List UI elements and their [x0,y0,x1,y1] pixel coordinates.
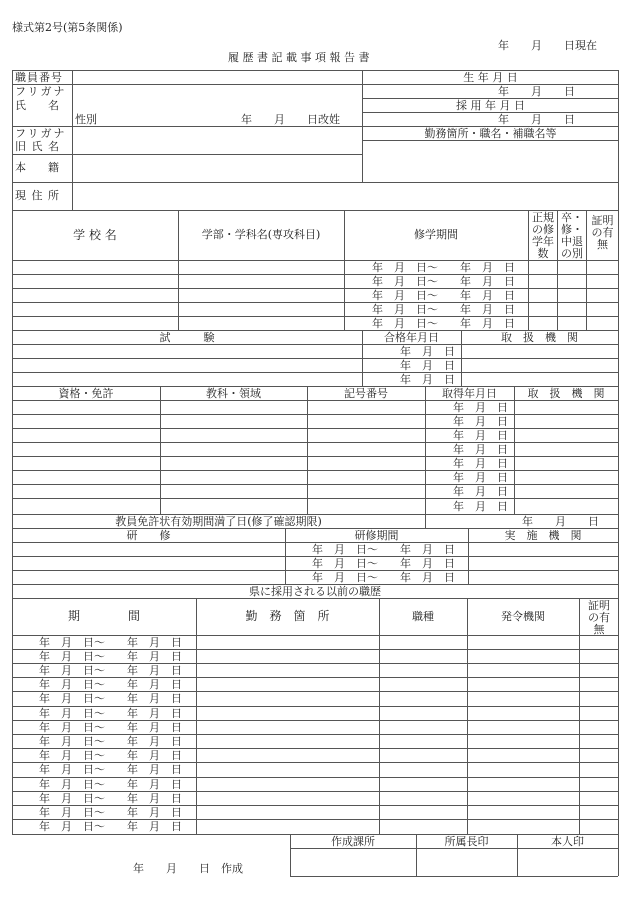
license-date[interactable]: 年 月 日 [453,457,508,470]
exam-authority-header: 取 扱 機 関 [501,330,578,344]
career-period[interactable]: 年 月 日〜 年 月 日 [39,749,182,762]
license-date[interactable]: 年 月 日 [453,443,508,456]
career-period[interactable]: 年 月 日〜 年 月 日 [39,664,182,677]
license-date[interactable]: 年 月 日 [453,415,508,428]
furigana-label: フリガナ [15,85,67,98]
exam-pass-date[interactable]: 年 月 日 [400,345,455,358]
career-period[interactable]: 年 月 日〜 年 月 日 [39,707,182,720]
education-period[interactable]: 年 月 日〜 年 月 日 [372,275,515,288]
prior-career-title: 県に採用される以前の職歴 [249,584,381,598]
period-header: 修学期間 [414,228,458,242]
exam-pass-date[interactable]: 年 月 日 [400,373,455,386]
career-period[interactable]: 年 月 日〜 年 月 日 [39,735,182,748]
gender-label: 性別 [75,113,97,126]
faculty-header: 学部・学科名(専攻科目) [201,228,321,242]
exam-pass-date[interactable]: 年 月 日 [400,359,455,372]
license-expiry-date[interactable]: 年 月 日 [522,515,599,528]
old-name-label: 旧 氏 名 [15,140,60,153]
birth-date-value[interactable]: 年 月 日 [498,85,575,98]
birth-date-label: 生 年 月 日 [463,70,518,84]
career-period[interactable]: 年 月 日〜 年 月 日 [39,792,182,805]
name-field[interactable] [73,85,361,111]
education-period[interactable]: 年 月 日〜 年 月 日 [372,289,515,302]
old-name-field[interactable] [73,127,361,154]
career-job-type-header: 職種 [412,609,434,623]
career-period[interactable]: 年 月 日〜 年 月 日 [39,806,182,819]
certificate-header: 証明 の有 無 [591,214,614,251]
pass-date-header: 合格年月日 [384,330,439,344]
workplace-field[interactable] [363,141,618,182]
training-period[interactable]: 年 月 日〜 年 月 日 [312,557,455,570]
dept-label: 作成課所 [331,834,375,848]
career-period-header: 期 間 [67,609,140,624]
old-furigana-label: フリガナ [15,127,67,140]
license-date[interactable]: 年 月 日 [453,500,508,513]
hire-date-label: 採 用 年 月 日 [456,98,525,112]
education-period[interactable]: 年 月 日〜 年 月 日 [372,261,515,274]
career-period[interactable]: 年 月 日〜 年 月 日 [39,692,182,705]
manager-seal-label: 所属長印 [444,834,489,848]
training-period[interactable]: 年 月 日〜 年 月 日 [312,571,455,584]
address-label: 現 住 所 [15,189,60,202]
license-date[interactable]: 年 月 日 [453,471,508,484]
training-period[interactable]: 年 月 日〜 年 月 日 [312,543,455,556]
address-field[interactable] [73,183,617,210]
career-period[interactable]: 年 月 日〜 年 月 日 [39,678,182,691]
self-seal-label: 本人印 [551,834,584,848]
subject-header: 教科・領域 [206,386,261,400]
career-certificate-header: 証明 の有 無 [588,599,610,636]
career-period[interactable]: 年 月 日〜 年 月 日 [39,721,182,734]
license-authority-header: 取 扱 機 関 [527,386,605,400]
license-expiry-label: 教員免許状有効期間満了日(修了確認期限) [115,514,322,528]
employee-no-label: 職員番号 [15,71,63,84]
career-period[interactable]: 年 月 日〜 年 月 日 [39,778,182,791]
self-seal-field[interactable] [518,849,617,876]
years-header: 正規 の修 学年 数 [532,211,554,260]
career-workplace-header: 勤 務 箇 所 [245,609,330,624]
career-period[interactable]: 年 月 日〜 年 月 日 [39,636,182,649]
dept-field[interactable] [291,849,415,876]
manager-seal-field[interactable] [417,849,516,876]
training-header: 研 修 [126,528,171,542]
license-date[interactable]: 年 月 日 [453,429,508,442]
domicile-field[interactable] [73,155,361,182]
as-of-date: 年 月 日現在 [498,39,597,52]
page-title: 履 歴 書 記 載 事 項 報 告 書 [228,51,370,64]
license-header: 資格・免許 [58,386,114,400]
education-period[interactable]: 年 月 日〜 年 月 日 [372,317,515,330]
training-period-header: 研修期間 [354,528,399,542]
employee-no-field[interactable] [73,71,361,84]
name-change-date: 年 月 日改姓 [241,113,340,126]
license-date[interactable]: 年 月 日 [453,485,508,498]
form-number: 様式第2号(第5条関係) [12,21,123,34]
school-header: 学 校 名 [73,227,117,242]
graduation-status-header: 卒・ 修・ 中退 の別 [561,211,583,260]
license-date[interactable]: 年 月 日 [453,401,508,414]
career-period[interactable]: 年 月 日〜 年 月 日 [39,650,182,663]
workplace-label: 勤務箇所・職名・補職名等 [424,126,557,140]
exam-header: 試 験 [159,330,215,344]
career-period[interactable]: 年 月 日〜 年 月 日 [39,763,182,776]
career-issuer-header: 発令機関 [501,609,545,623]
acquired-date-header: 取得年月日 [442,386,497,400]
training-organizer-header: 実 施 機 関 [504,528,582,542]
career-period[interactable]: 年 月 日〜 年 月 日 [39,820,182,833]
domicile-label: 本 籍 [15,161,59,174]
hire-date-value[interactable]: 年 月 日 [498,113,575,126]
license-number-header: 記号番号 [344,386,388,400]
education-period[interactable]: 年 月 日〜 年 月 日 [372,303,515,316]
name-label: 氏 名 [15,99,59,112]
created-date[interactable]: 年 月 日 作成 [133,862,243,875]
